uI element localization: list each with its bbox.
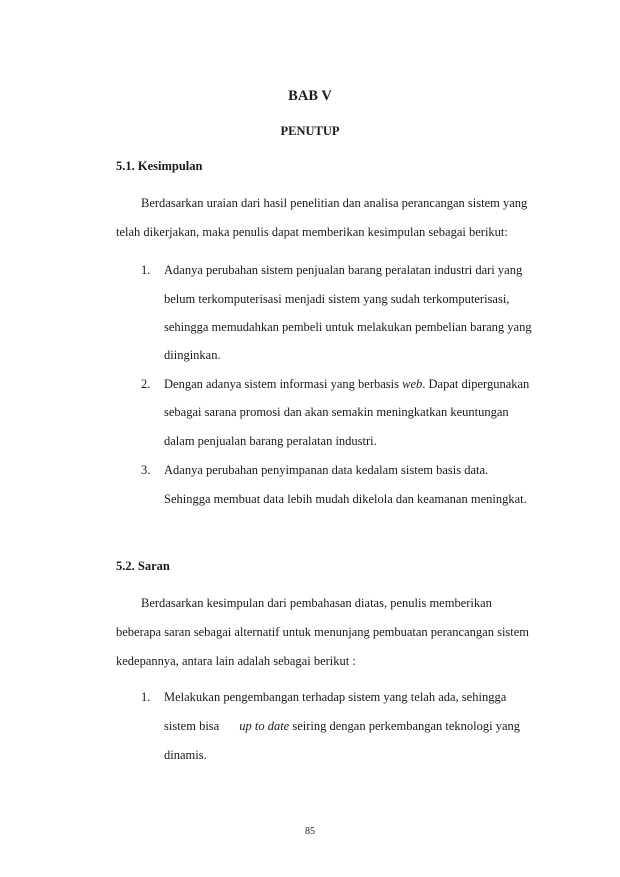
list-number: 1. (141, 263, 151, 277)
list-item-text: . Dapat dipergunakan (422, 377, 530, 391)
list-item-line (164, 377, 529, 392)
list-item-italic-text: up to date (239, 719, 290, 733)
list-item-line: sebagai sarana promosi dan akan semakin meningkatkan keuntungan (164, 405, 509, 419)
list-item-italic-text: web (402, 377, 423, 391)
list-item-line: diinginkan. (164, 348, 221, 362)
chapter-title: PENUTUP (280, 124, 340, 138)
section-heading-conclusion: 5.1. Kesimpulan (116, 159, 203, 173)
list-item-line: Adanya perubahan sistem penjualan barang peralatan industri dari yang (164, 263, 523, 277)
list-item-line: dinamis. (164, 748, 207, 762)
list-item-line: dalam penjualan barang peralatan industri. (164, 434, 377, 448)
list-item-text: seiring dengan perkembangan teknologi yang (289, 719, 521, 733)
section-heading-suggestion: 5.2. Saran (116, 559, 170, 573)
list-number: 1. (141, 690, 151, 704)
list-item-line (164, 719, 520, 734)
chapter-label: BAB V (288, 88, 332, 104)
list-item-text: sistem bisa (164, 719, 220, 733)
suggestion-intro-line: beberapa saran sebagai alternatif untuk menunjang pembuatan perancangan sistem (116, 625, 530, 639)
list-item-line: Sehingga membuat data lebih mudah dikelola dan keamanan meningkat. (164, 492, 527, 506)
list-item-line: Melakukan pengembangan terhadap sistem yang telah ada, sehingga (164, 690, 507, 704)
list-number: 2. (141, 377, 151, 391)
list-item-line: sehingga memudahkan pembeli untuk melakukan pembelian barang yang (164, 320, 532, 334)
list-item-line: Adanya perubahan penyimpanan data kedalam sistem basis data. (164, 463, 489, 477)
list-item-text: Dengan adanya sistem informasi yang berbasis (164, 377, 403, 391)
suggestion-intro-line: Berdasarkan kesimpulan dari pembahasan diatas, penulis memberikan (141, 596, 492, 610)
conclusion-intro-line: telah dikerjakan, maka penulis dapat memberikan kesimpulan sebagai berikut: (116, 225, 508, 239)
list-item-line: belum terkomputerisasi menjadi sistem yang sudah terkomputerisasi, (164, 292, 510, 306)
page-number: 85 (305, 826, 315, 837)
conclusion-intro-line: Berdasarkan uraian dari hasil penelitian dan analisa perancangan sistem yang (141, 196, 528, 210)
list-number: 3. (141, 463, 151, 477)
suggestion-intro-line: kedepannya, antara lain adalah sebagai berikut : (116, 654, 356, 668)
